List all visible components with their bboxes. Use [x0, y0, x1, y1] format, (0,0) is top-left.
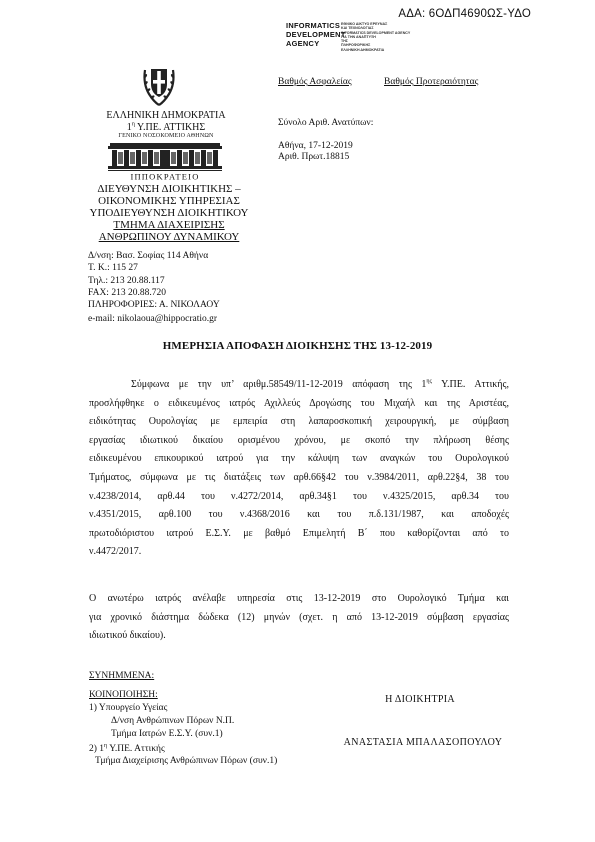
paragraph-line: για χρονικό διάστημα δώδεκα (12) μηνών (σχετ. η από 13-12-2019 σύμβαση εργασίας — [89, 611, 509, 623]
document-title: ΗΜΕΡΗΣΙΑ ΑΠΟΦΑΣΗ ΔΙΟΙΚΗΣΗΣ ΤΗΣ 13-12-2019 — [162, 340, 433, 352]
department-line: ΥΠΟΔΙΕΥΘΥΝΣΗ ΔΙΟΙΚΗΤΙΚΟΥ — [89, 207, 249, 219]
hospital-logo — [108, 141, 222, 181]
paragraph-line: Σύμφωνα με την υπ’ αριθμ.58549/11-12-2019 απόφαση της $1^{\eta\varsigma}$ Υ.ΠΕ. Αττικής, — [131, 378, 509, 390]
enclosures-title: ΣΥΝΗΜΜΕΝΑ: — [89, 671, 155, 681]
assumption-paragraph — [89, 590, 509, 646]
decision-paragraph — [89, 376, 509, 562]
paragraph-line: εργασίας ιδιωτικού δικαίου ορισμένου χρόνου, με σκοπό την πλήρωση θέσης — [89, 434, 509, 446]
paragraph-line: προσλήφθηκε ο ειδικευμένος ιατρός Αχιλλεύς Δρογώσης του Μιχαήλ και της Αριστέας, — [89, 397, 509, 409]
logo-small-text: INFORMATICS DEVELOPMENT AGENCY — [341, 30, 411, 35]
logo-word: INFORMATICS — [286, 21, 341, 30]
logo-word: AGENCY — [286, 39, 320, 48]
region-label: $1^\eta$ Υ.ΠΕ. ΑΤΤΙΚΗΣ — [126, 121, 206, 133]
logo-small-text: ΕΛΛΗΝΙΚΗ ΔΗΜΟΚΡΑΤΙΑ — [341, 47, 385, 52]
fax: FAX: 213 20.88.720 — [88, 288, 166, 298]
paragraph-line: Ο ανωτέρω ιατρός ανέλαβε υπηρεσία στις 13-12-2019 στο Ουρολογικό Τμήμα και — [89, 593, 509, 604]
hospital-name: ΙΠΠΟΚΡΑΤΕΙΟ — [130, 171, 200, 181]
department-line: ΟΙΚΟΝΟΜΙΚΗΣ ΥΠΗΡΕΣΙΑΣ — [98, 195, 240, 207]
phone: Τηλ.: 213 20.88.117 — [88, 276, 165, 286]
contact-person: ΠΛΗΡΟΦΟΡΙΕΣ: Α. ΝΙΚΟΛΑΟΥ — [88, 300, 220, 310]
notification-subitem: Τμήμα Διαχείρισης Ανθρώπινων Πόρων (συν.1) — [95, 756, 278, 766]
protocol-number: Αριθ. Πρωτ.18815 — [278, 152, 350, 162]
paragraph-line: ειδικευμένου επικουρικού ιατρού για την κάλυψη των αναγκών του Ουρολογικού — [89, 453, 509, 465]
greek-emblem-icon — [141, 62, 177, 107]
informatics-agency-logo — [286, 21, 426, 57]
department-line: ΔΙΕΥΘΥΝΣΗ ΔΙΟΙΚΗΤΙΚΗΣ – — [97, 183, 241, 195]
notification-item: 1) Υπουργείο Υγείας — [89, 703, 168, 713]
logo-small-text: ΓΙΑ ΤΗΝ ΑΝΑΠΤΥΞΗ — [341, 34, 376, 39]
notification-title: ΚΟΙΝΟΠΟΙΗΣΗ: — [89, 690, 158, 700]
logo-small-text: ΠΛΗΡΟΦΟΡΙΚΗΣ — [341, 43, 371, 48]
notification-item: 2) $1^\eta$ Υ.ΠΕ. Αττικής — [89, 742, 165, 754]
paragraph-line: ν.4472/2017. — [89, 546, 142, 558]
signatory-name: ΑΝΑΣΤΑΣΙΑ ΜΠΑΛΑΣΟΠΟΥΛΟΥ — [343, 737, 503, 748]
security-level-label: Βαθμός Ασφαλείας — [278, 77, 352, 87]
paragraph-line: ν.4351/2015, αρθ.100 του ν.4368/2016 και του π.δ.131/1987, και αποδοχές — [89, 509, 509, 521]
paragraph-line: Τμήματος, σύμφωνα με τις διατάξεις των αρθ.66§42 του ν.3984/2011, αρθ.22§4, 38 του — [89, 471, 509, 483]
notification-subitem: Τμήμα Ιατρών Ε.Σ.Υ. (συν.1) — [111, 729, 223, 739]
document-date: Αθήνα, 17-12-2019 — [278, 141, 353, 151]
email: e-mail: nikolaoua@hippocratio.gr — [88, 314, 218, 324]
hospital-building-icon — [108, 141, 222, 181]
logo-word: DEVELOPMENT — [286, 30, 346, 39]
ada-code: ΑΔΑ: 6ΟΔΠ4690ΩΣ-ΥΔΟ — [398, 8, 531, 20]
logo-small-text: ΤΗΣ — [341, 39, 348, 44]
address: Δ/νση: Βασ. Σοφίας 114 Αθήνα — [88, 251, 209, 261]
paragraph-line: πρωτοδιόριστου ιατρού Ε.Σ.Υ. με βαθμό Επιμελητή Β΄ που καθορίζονται από το — [89, 527, 509, 539]
department-line: ΤΜΗΜΑ ΔΙΑΧΕΙΡΙΣΗΣ — [113, 219, 225, 231]
greek-republic-label: ΕΛΛΗΝΙΚΗ ΔΗΜΟΚΡΑΤΙΑ — [106, 110, 226, 121]
attachments-total-label: Σύνολο Αριθ. Ανατύπων: — [278, 118, 374, 128]
notification-subitem: Δ/νση Ανθρώπινων Πόρων Ν.Π. — [111, 716, 235, 726]
logo-small-text: ΕΘΝΙΚΟ ΔΙΚΤΥΟ ΕΡΕΥΝΑΣ — [341, 22, 388, 26]
signatory-title: Η ΔΙΟΙΚΗΤΡΙΑ — [385, 694, 455, 705]
hospital-system-label: ΓΕΝΙΚΟ ΝΟΣΟΚΟΜΕΙΟ ΑΘΗΝΩΝ — [118, 133, 214, 139]
department-line: ΑΝΘΡΩΠΙΝΟΥ ΔΥΝΑΜΙΚΟΥ — [98, 231, 240, 243]
paragraph-line: ν.4238/2014, αρθ.44 του ν.4272/2014, αρθ.34§1 του ν.4325/2015, αρθ.34 του — [89, 490, 509, 502]
paragraph-line: ιδιωτικού δικαίου). — [89, 630, 166, 642]
paragraph-line: ειδικότητας Ουρολογίας με εμπειρία στη λαπαροσκοπική χειρουργική, με σύμβαση — [89, 416, 509, 428]
priority-level-label: Βαθμός Προτεραιότητας — [384, 77, 479, 87]
logo-small-text: ΚΑΙ ΤΕΧΝΟΛΟΓΙΑΣ — [341, 26, 374, 31]
postal-code: Τ. Κ.: 115 27 — [88, 263, 138, 273]
